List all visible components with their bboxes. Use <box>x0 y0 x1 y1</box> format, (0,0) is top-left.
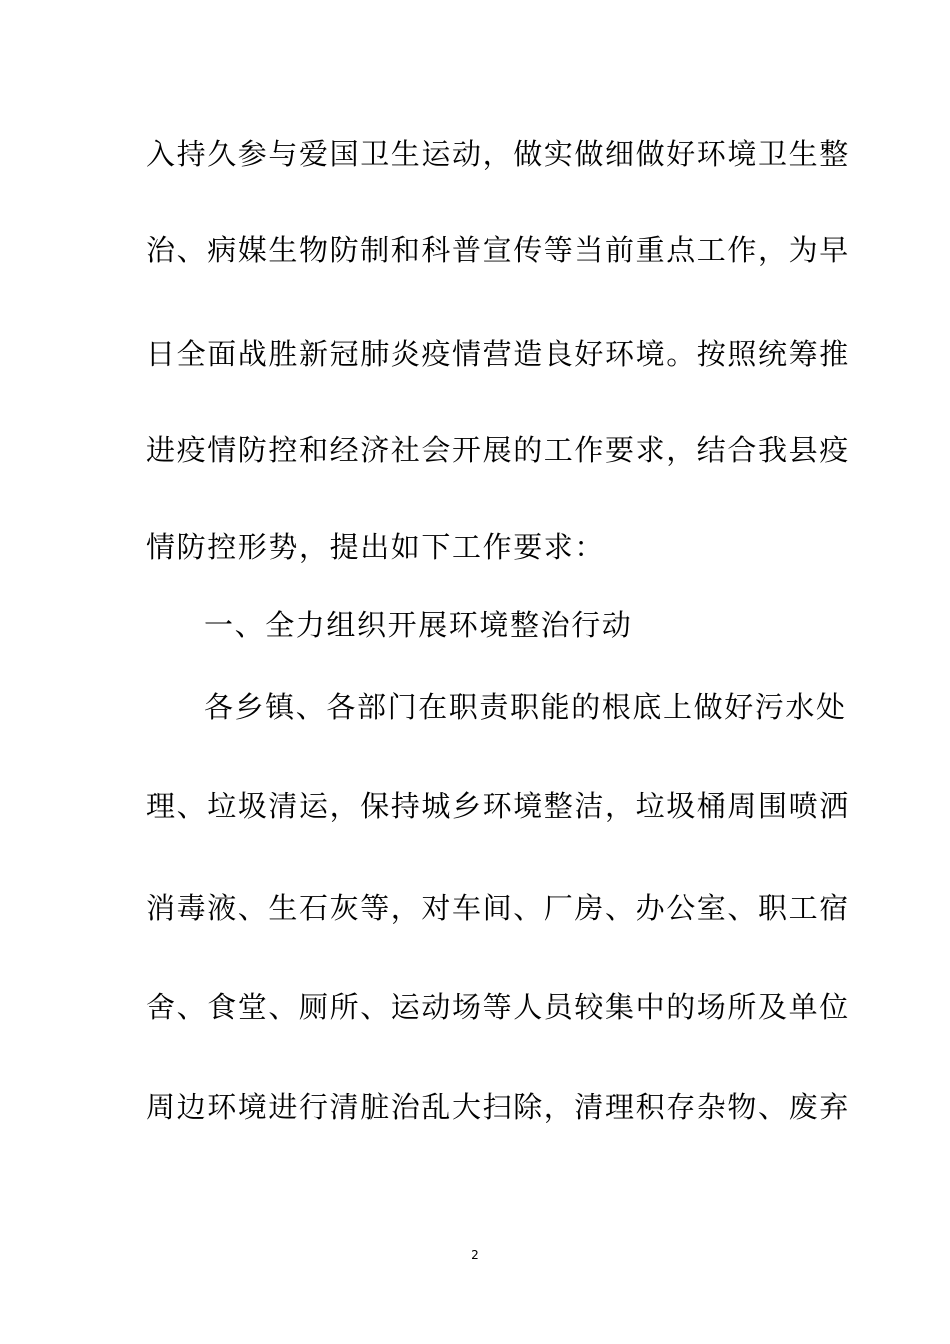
body-line-5: 情防控形势，提出如下工作要求： <box>146 530 606 564</box>
body-line-1: 入持久参与爱国卫生运动，做实做细做好环境卫生整 <box>146 137 850 171</box>
body-line-3: 日全面战胜新冠肺炎疫情营造良好环境。按照统筹推 <box>146 337 850 371</box>
body-line-10: 舍、食堂、厕所、运动场等人员较集中的场所及单位 <box>146 990 850 1024</box>
body-line-2: 治、病媒生物防制和科普宣传等当前重点工作，为早 <box>146 233 850 267</box>
paragraph-first-line: 各乡镇、各部门在职责职能的根底上做好污水处 <box>204 690 847 724</box>
body-line-9: 消毒液、生石灰等，对车间、厂房、办公室、职工宿 <box>146 891 850 925</box>
body-line-8: 理、垃圾清运，保持城乡环境整洁，垃圾桶周围喷洒 <box>146 789 850 823</box>
body-line-4: 进疫情防控和经济社会开展的工作要求，结合我县疫 <box>146 433 850 467</box>
section-heading: 一、全力组织开展环境整治行动 <box>204 608 633 642</box>
page-number: 2 <box>471 1248 479 1262</box>
body-line-11: 周边环境进行清脏治乱大扫除，清理积存杂物、废弃 <box>146 1090 850 1124</box>
